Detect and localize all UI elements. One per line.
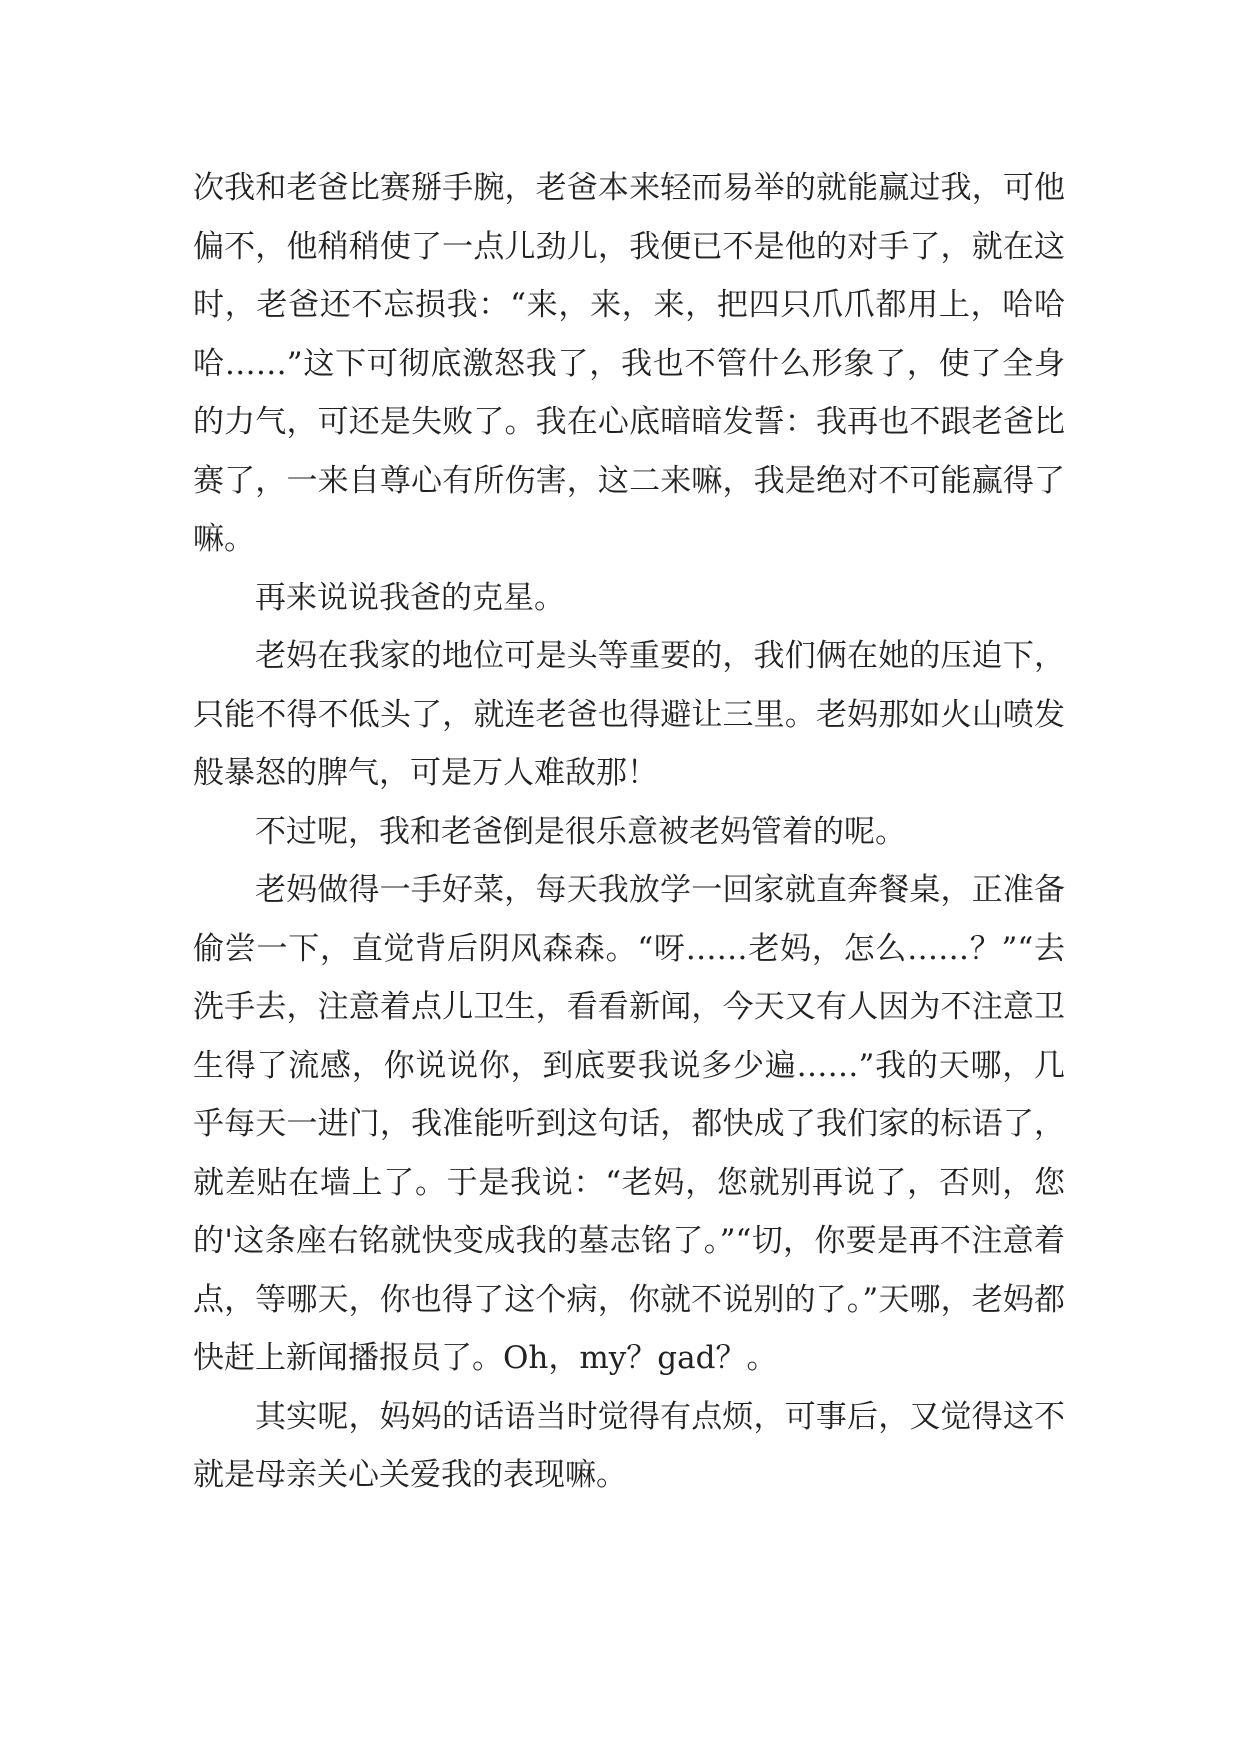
paragraph: 不过呢，我和老爸倒是很乐意被老妈管着的呢。 <box>255 813 906 850</box>
paragraph: 老妈在我家的地位可是头等重要的，我们俩在她的压迫下，只能不得不低头了，就连老爸也得避让三里。老妈那如火山喷发般暴怒的脾气，可是万人难敌那！ <box>193 638 1065 791</box>
paragraph: 老妈做得一手好菜，每天我放学一回家就直奔餐桌，正准备偷尝一下，直觉背后阴风森森。“呀……老妈，怎么……？”“去洗手去，注意着点儿卫生，看看新闻，今天又有人因为不注意卫生得了流感，你说说你，到底要我说多少遍……”我的天哪，几乎每天一进门，我准能听到这句话，都快成了我们家的标语了，就差贴在墙上了。于是我说：“老妈，您就别再说了，否则，您的'这条座右铭就快变成我的墓志铭了。”“切，你要是再不注意着点，等哪天，你也得了这个病，你就不说别的了。”天哪，老妈都快赶上新闻播报员了。Oh，my？gad？。 <box>193 872 1065 1376</box>
paragraph: 再来说说我爸的克星。 <box>255 579 565 616</box>
paragraph-continued: 次我和老爸比赛掰手腕，老爸本来轻而易举的就能赢过我，可他偏不，他稍稍使了一点儿劲儿，我便已不是他的对手了，就在这时，老爸还不忘损我：“来，来，来，把四只爪爪都用上，哈哈哈……”这下可彻底激怒我了，我也不管什么形象了，使了全身的力气，可还是失败了。我在心底暗暗发誓：我再也不跟老爸比赛了，一来自尊心有所伤害，这二来嘛，我是绝对不可能赢得了嘛。 <box>193 170 1065 557</box>
essay-body <box>193 159 1065 1505</box>
paragraph: 其实呢，妈妈的话语当时觉得有点烦，可事后，又觉得这不就是母亲关心关爱我的表现嘛。 <box>193 1398 1065 1493</box>
